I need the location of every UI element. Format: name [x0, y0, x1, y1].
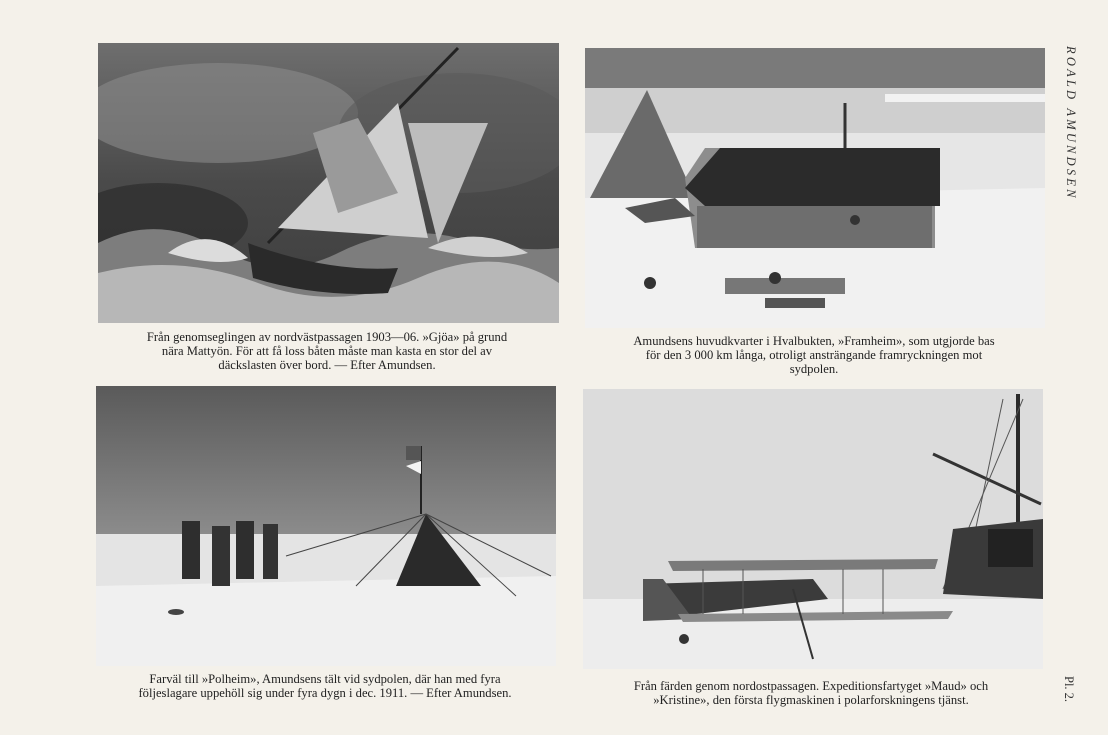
- photo-maud-kristine: [583, 389, 1043, 669]
- plate-number: Pl. 2.: [1062, 676, 1076, 703]
- caption-line: sydpolen.: [789, 362, 839, 376]
- caption-line: för den 3 000 km långa, otroligt ansträngande framryckningen mot: [645, 348, 983, 362]
- photo-polheim: [96, 386, 556, 666]
- caption-line: Från färden genom nordostpassagen. Expeditionsfartyget »Maud» och: [633, 679, 989, 693]
- photo-framheim: [585, 48, 1045, 328]
- caption-line: Farväl till »Polheim», Amundsens tält vid sydpolen, där han med fyra: [149, 672, 501, 686]
- caption-polheim: [96, 672, 554, 700]
- caption-line: följeslagare uppehöll sig under fyra dygn i dec. 1911. — Efter Amundsen.: [138, 686, 512, 700]
- caption-line: Amundsens huvudkvarter i Hvalbukten, »Framheim», som utgjorde bas: [633, 334, 995, 348]
- caption-maud-kristine: [581, 679, 1041, 707]
- caption-line: Från genomseglingen av nordvästpassagen 1903—06. »Gjöa» på grund: [146, 330, 508, 344]
- caption-gjoa: [98, 330, 556, 372]
- running-title: ROALD AMUNDSEN: [1064, 46, 1078, 201]
- caption-line: däckslasten över bord. — Efter Amundsen.: [218, 358, 436, 372]
- photo-gjoa-ship: [98, 43, 559, 323]
- caption-line: nära Mattyön. För att få loss båten måste man kasta en stor del av: [161, 344, 493, 358]
- caption-framheim: [584, 334, 1044, 376]
- caption-line: »Kristine», den första flygmaskinen i polarforskningens tjänst.: [653, 693, 969, 707]
